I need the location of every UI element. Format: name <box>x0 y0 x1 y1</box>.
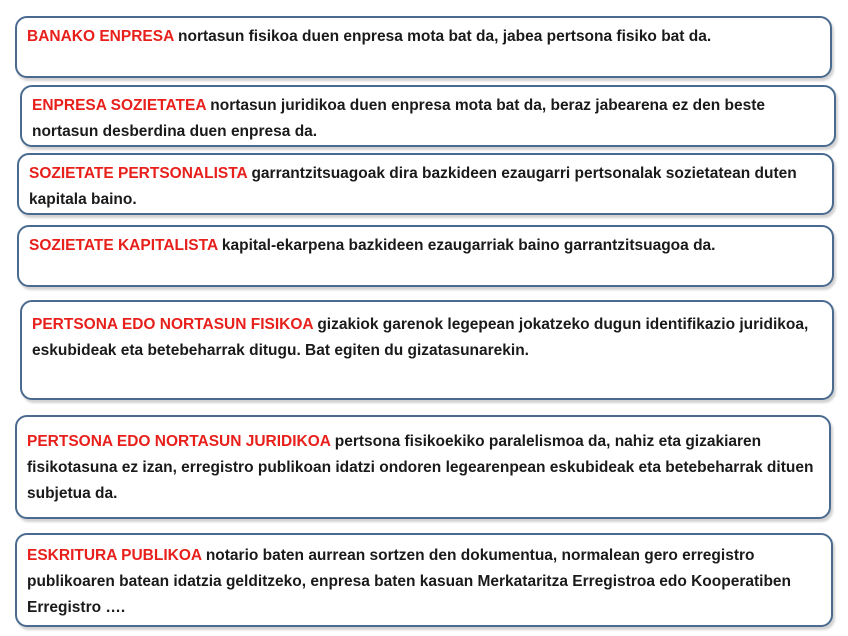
definition-text: kapital-ekarpena bazkideen ezaugarriak baino garrantzitsuagoa da. <box>217 237 716 254</box>
definition-term: PERTSONA EDO NORTASUN JURIDIKOA <box>27 433 331 450</box>
definition-text: gizakiok garenok legepean jokatzeko dugun identifikazio juridikoa, eskubideak eta betebeharrak ditugu. Bat egiten du gizatasunarekin. <box>32 316 809 359</box>
definition-term: BANAKO ENPRESA <box>27 28 174 45</box>
definition-text: pertsona fisikoekiko paralelismoa da, nahiz eta gizakiaren fisikotasuna ez izan, erregistro publikoan idatzi ondoren legearenpean eskubideak eta betebeharrak dituen subjetua da. <box>27 433 814 502</box>
definition-text: notario baten aurrean sortzen den dokumentua, normalean gero erregistro publikoaren batean idatzia gelditzeko, enpresa baten kasuan Merkataritza Erregistroa edo Kooperatiben Erregistro …. <box>27 547 792 616</box>
definition-term: PERTSONA EDO NORTASUN FISIKOA <box>32 316 314 333</box>
definition-term: SOZIETATE KAPITALISTA <box>29 237 218 254</box>
definition-text: nortasun fisikoa duen enpresa mota bat da, jabea pertsona fisiko bat da. <box>173 28 712 45</box>
definition-card-pertsona-juridikoa <box>15 415 831 519</box>
definition-card-eskritura-publikoa <box>15 533 833 627</box>
definition-term: SOZIETATE PERTSONALISTA <box>29 165 248 182</box>
definition-card-sozietate-kapitalista <box>17 225 834 287</box>
definition-card-pertsona-fisikoa <box>20 300 834 400</box>
definition-text: garrantzitsuagoak dira bazkideen ezaugarri pertsonalak sozietatean duten kapitala baino. <box>29 165 797 208</box>
definition-card-enpresa-sozietatea <box>20 85 836 147</box>
definition-term: ESKRITURA PUBLIKOA <box>27 547 202 564</box>
definition-card-sozietate-pertsonalista <box>17 153 834 215</box>
definition-card-banako-enpresa <box>15 16 832 78</box>
definition-term: ENPRESA SOZIETATEA <box>32 97 206 114</box>
definition-text: nortasun juridikoa duen enpresa mota bat da, beraz jabearena ez den beste nortasun desberdina duen enpresa da. <box>32 97 765 140</box>
